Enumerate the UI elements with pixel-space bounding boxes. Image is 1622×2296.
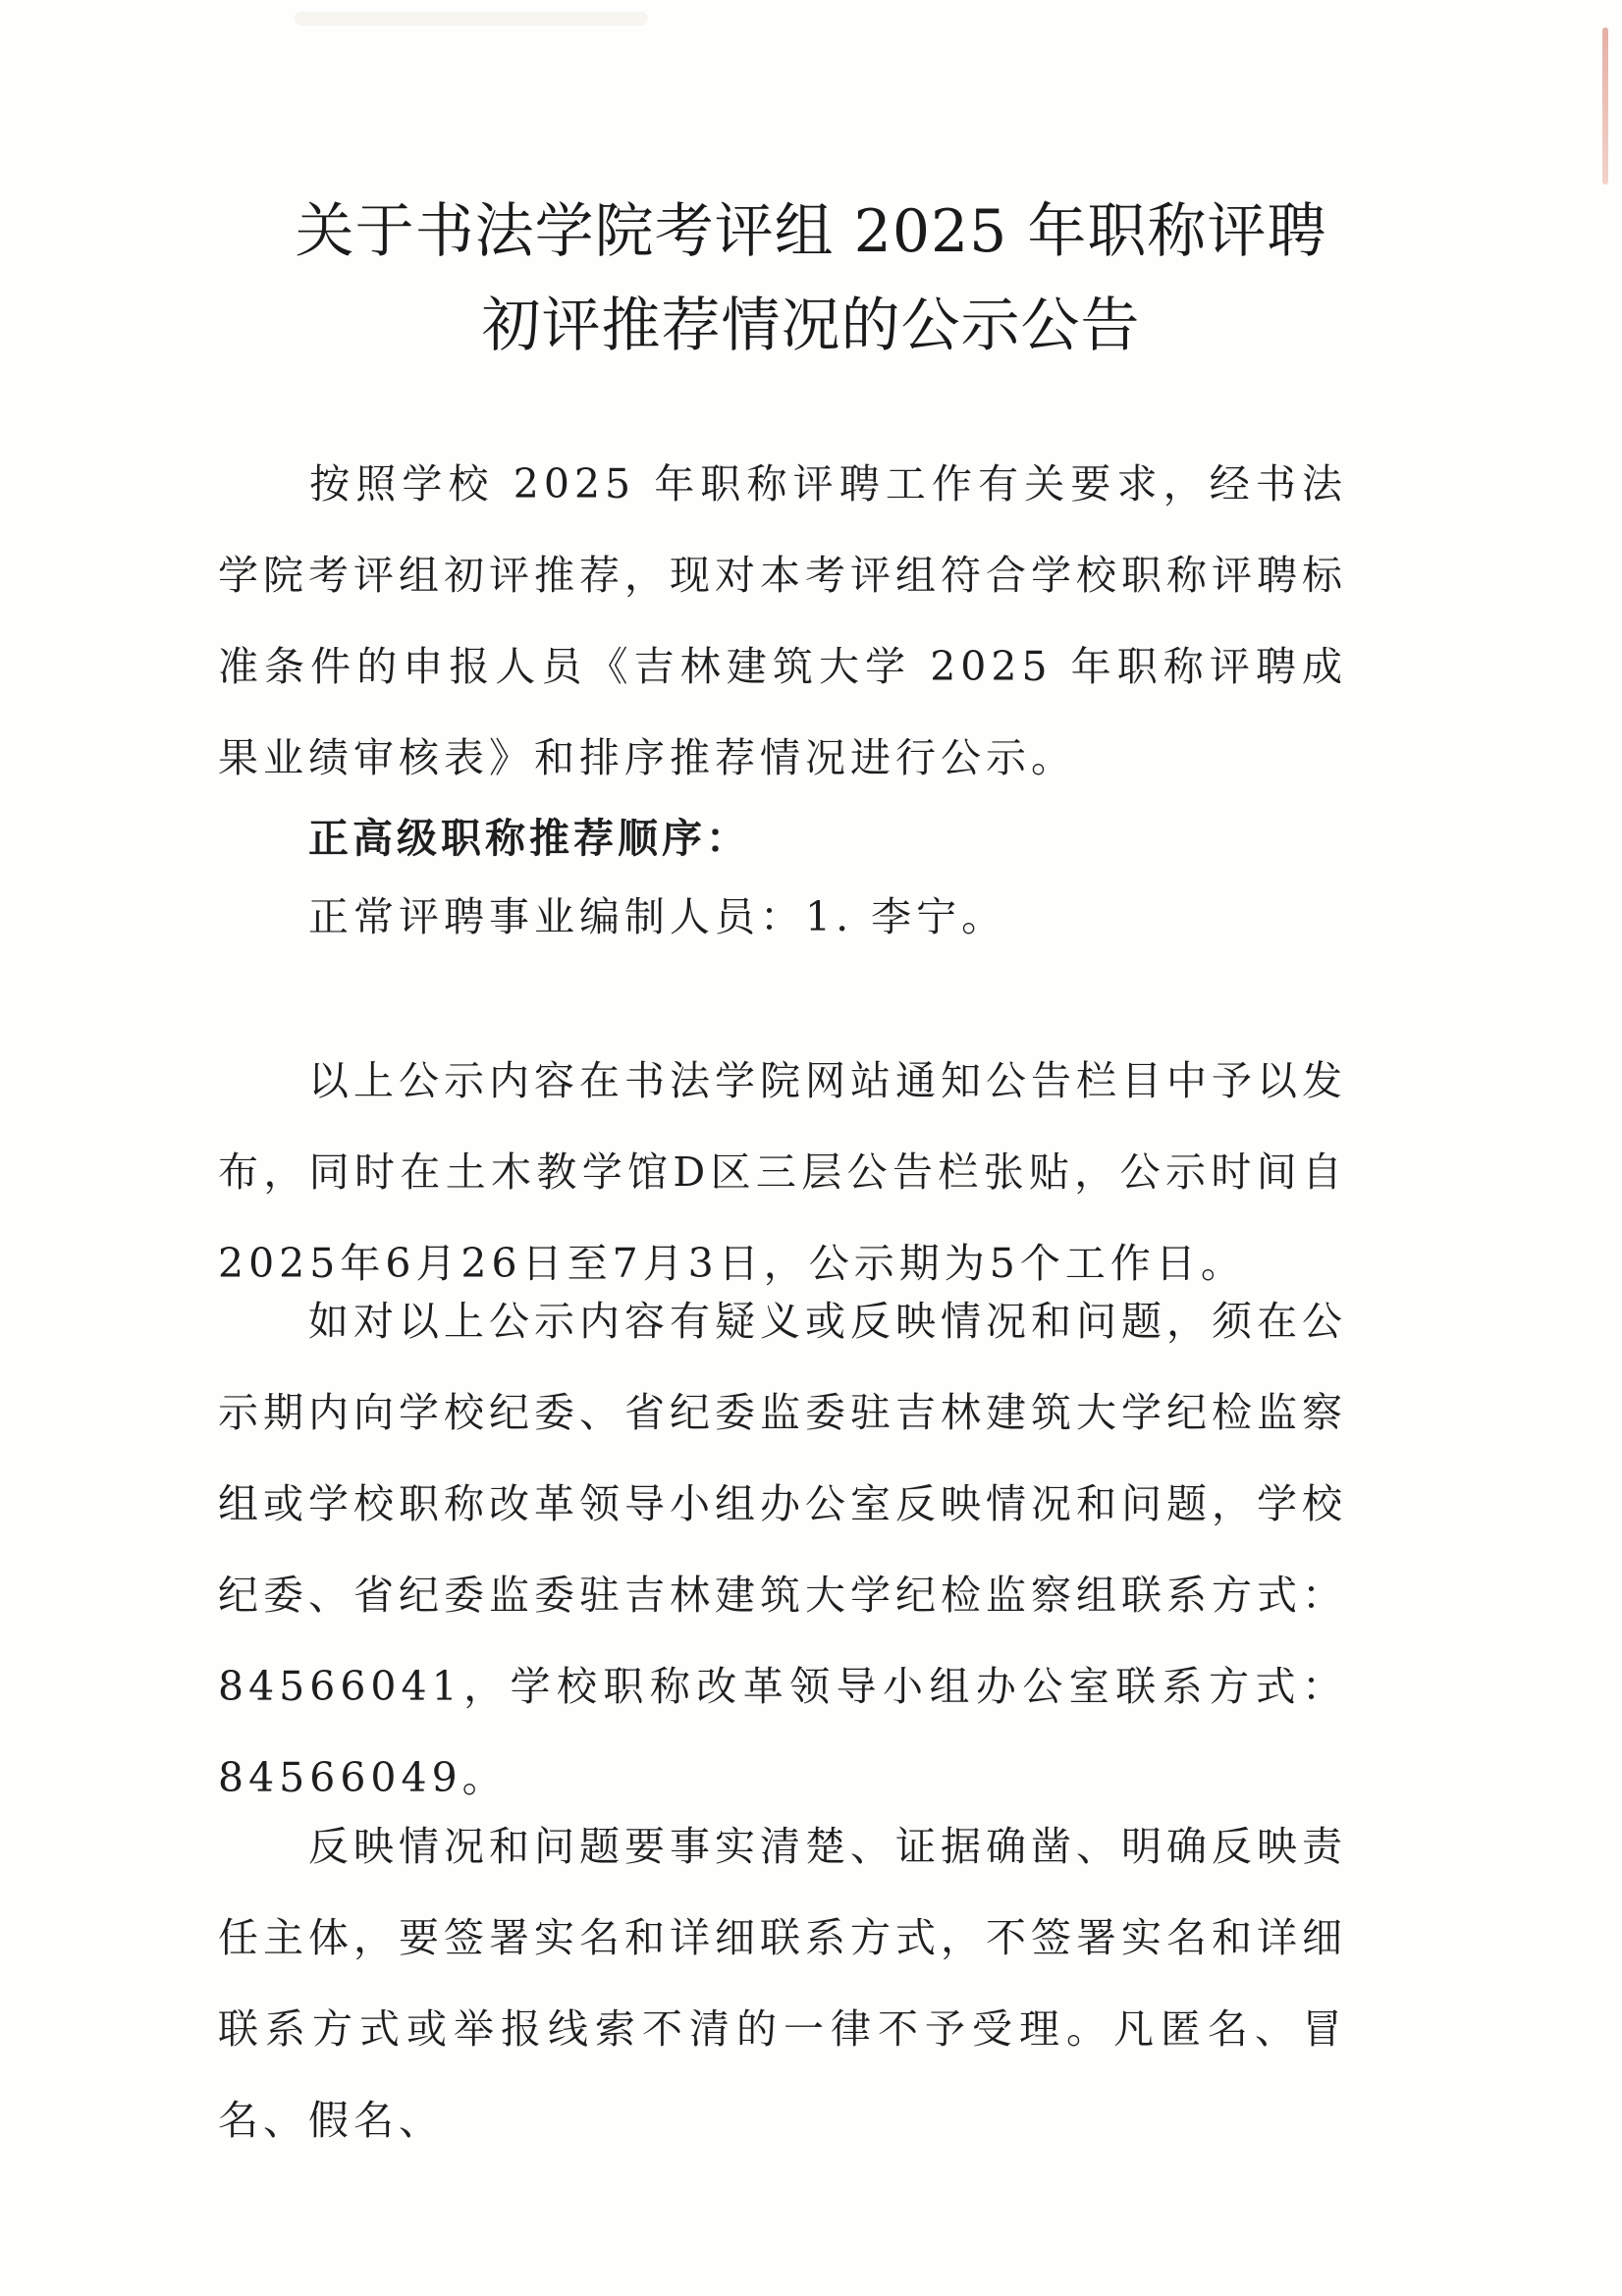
paragraph-publication-text: 以上公示内容在书法学院网站通知公告栏目中予以发布，同时在土木教学馆D区三层公告栏张贴，公示时间自2025年6月26日至7月3日，公示期为5个工作日。 xyxy=(218,1057,1347,1287)
section-item-text: 正常评聘事业编制人员：1. 李宁。 xyxy=(308,893,1007,940)
paragraph-reporting-rules-text: 反映情况和问题要事实清楚、证据确凿、明确反映责任主体，要签署实名和详细联系方式，不签署实名和详细联系方式或举报线索不清的一律不予受理。凡匿名、冒名、假名、 xyxy=(218,1823,1347,2144)
paragraph-objection-contacts xyxy=(218,1276,1347,1824)
paragraph-announcement-text: 按照学校 2025 年职称评聘工作有关要求，经书法学院考评组初评推荐，现对本考评组符合学校职称评聘标准条件的申报人员《吉林建筑大学 2025 年职称评聘成果业绩审核表》和排序推荐情况进行公示。 xyxy=(218,460,1347,781)
section-heading-text: 正高级职称推荐顺序： xyxy=(308,815,750,862)
document-title-line-1: 关于书法学院考评组 2025 年职称评聘 xyxy=(295,197,1327,266)
document-title-line-2: 初评推荐情况的公示公告 xyxy=(481,292,1141,360)
section-item xyxy=(218,872,1347,963)
paragraph-reporting-rules xyxy=(218,1801,1347,2166)
paragraph-announcement xyxy=(218,439,1347,804)
scan-smudge xyxy=(295,12,648,26)
paragraph-objection-contacts-text: 如对以上公示内容有疑义或反映情况和问题，须在公示期内向学校纪委、省纪委监委驻吉林建筑大学纪检监察组或学校职称改革领导小组办公室反映情况和问题，学校纪委、省纪委监委驻吉林建筑大学纪检监察组联系方式：84566041，学校职称改革领导小组办公室联系方式：84566049。 xyxy=(218,1298,1347,1801)
scan-edge-mark xyxy=(1602,27,1608,185)
paragraph-publication xyxy=(218,1036,1347,1309)
